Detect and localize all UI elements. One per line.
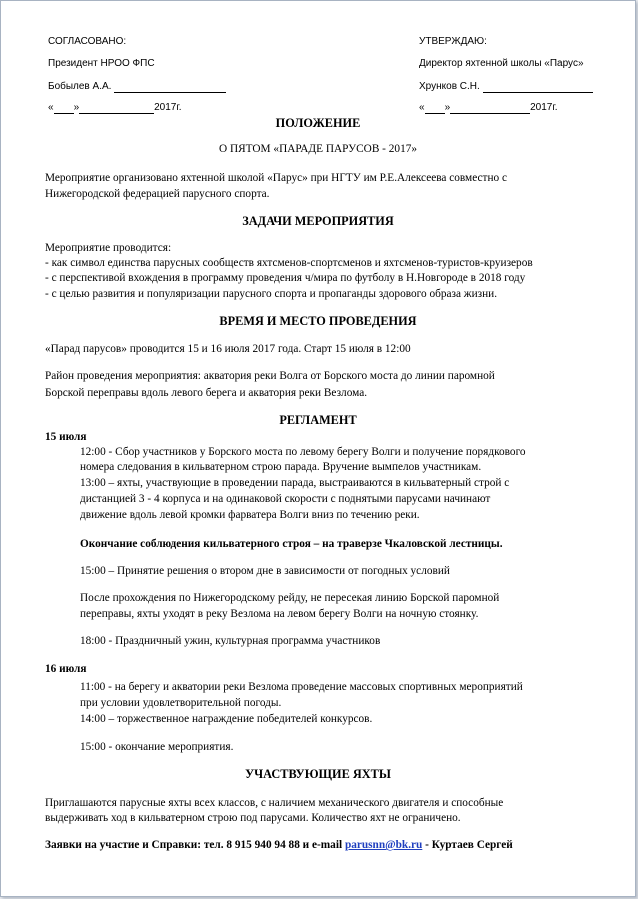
- date-day-blank-right: [425, 103, 445, 114]
- task-item: - как символ единства парусных сообществ яхтсменов-спортсменов и яхтсменов-туристов-круизеров: [45, 257, 533, 269]
- tasks-lead: Мероприятие проводится:: [45, 242, 172, 254]
- tasks-heading: ЗАДАЧИ МЕРОПРИЯТИЯ: [242, 214, 394, 228]
- date-day-blank-left: [54, 103, 74, 114]
- approver-position-right: Директор яхтенной школы «Парус»: [419, 58, 584, 69]
- date-quote-close-right: »: [444, 102, 451, 113]
- day1-dinner: 18:00 - Праздничный ужин, культурная программа участников: [80, 635, 381, 647]
- yachts-heading: УЧАСТВУЮЩИЕ ЯХТЫ: [245, 767, 391, 781]
- email-link[interactable]: parusnn@bk.ru: [344, 839, 423, 851]
- approver-name-right-text: Хрунков С.Н.: [419, 81, 480, 92]
- day1-line: дистанцией 3 - 4 корпуса и на одинаковой скорости с поднятыми парусами начинают: [80, 493, 491, 505]
- contact-prefix: Заявки на участие и Справки: тел. 8 915 940 94 88 и e-mail: [45, 839, 345, 851]
- day1-decision: 15:00 – Принятие решения о втором дне в зависимости от погодных условий: [80, 565, 450, 577]
- day1-line: 12:00 - Сбор участников у Борского моста по левому берегу Волги и получение порядкового: [80, 446, 526, 458]
- approver-name-left: [48, 81, 226, 93]
- document-title: ПОЛОЖЕНИЕ: [275, 116, 361, 130]
- intro-line-2: Нижегородской федерацией парусного спорта.: [45, 188, 270, 200]
- venue-area-line-1: Район проведения мероприятия: акватория реки Волга от Борского моста до линии паромной: [45, 370, 495, 382]
- date-quote-open-left: «: [48, 102, 54, 113]
- day2-line: 14:00 – торжественное награждение победителей конкурсов.: [80, 713, 373, 725]
- venue-heading: ВРЕМЯ И МЕСТО ПРОВЕДЕНИЯ: [219, 314, 417, 328]
- date-quote-close-left: »: [73, 102, 80, 113]
- day2-line: при условии удовлетворительной погоды.: [80, 697, 282, 709]
- yachts-line-1: Приглашаются парусные яхты всех классов, с наличием механического двигателя и способные: [45, 797, 504, 809]
- day1-line: движение вдоль левой кромки фарватера Волги вниз по течению реки.: [80, 509, 420, 521]
- date-quote-open-right: «: [419, 102, 425, 113]
- date-month-blank-right: [450, 103, 530, 114]
- date-year-right: 2017г.: [530, 102, 558, 113]
- approved-label-right: УТВЕРЖДАЮ:: [419, 36, 487, 47]
- intro-line-1: Мероприятие организовано яхтенной школой «Парус» при НГТУ им Р.Е.Алексеева совместно с: [45, 172, 507, 184]
- day2-label: 16 июля: [45, 663, 87, 675]
- day1-line: 13:00 – яхты, участвующие в проведении парада, выстраиваются в кильватерный строй с: [80, 477, 510, 489]
- signature-line-left: [114, 82, 226, 93]
- approver-position-left: Президент НРОО ФПС: [48, 58, 155, 69]
- task-item: - с перспективой вхождения в программу проведения ч/мира по футболу в Н.Новгороде в 2018 году: [45, 272, 526, 284]
- date-line-left: [48, 102, 182, 114]
- yachts-line-2: выдерживать ход в кильватерном строю под парусами. Количество яхт не ограничено.: [45, 812, 461, 824]
- approved-label-left: СОГЛАСОВАНО:: [48, 36, 127, 47]
- contact-line: [45, 838, 513, 854]
- formation-end-note: Окончание соблюдения кильватерного строя – на траверзе Чкаловской лестницы.: [80, 538, 503, 550]
- signature-line-right: [483, 82, 593, 93]
- contact-suffix: - Куртаев Сергей: [422, 839, 513, 851]
- document-subtitle: О ПЯТОМ «ПАРАДЕ ПАРУСОВ - 2017»: [218, 143, 418, 155]
- rules-heading: РЕГЛАМЕНТ: [279, 413, 357, 427]
- approver-name-left-text: Бобылев А.А.: [48, 81, 112, 92]
- day2-line: 11:00 - на берегу и акватории реки Везлома проведение массовых спортивных мероприятий: [80, 681, 523, 693]
- day1-after-line-2: переправы, яхты уходят в реку Везлома на левом берегу Волги на ночную стоянку.: [80, 608, 479, 620]
- day1-after-line-1: После прохождения по Нижегородскому рейду, не пересекая линию Борской паромной: [80, 592, 500, 604]
- task-item: - с целью развития и популяризации парусного спорта и пропаганды здорового образа жизни.: [45, 288, 498, 300]
- venue-area-line-2: Борской переправы вдоль левого берега и акватория реки Везлома.: [45, 387, 368, 399]
- date-line-right: [419, 102, 558, 114]
- day1-line: номера следования в кильватерном строю парада. Вручение вымпелов участникам.: [80, 461, 482, 473]
- day2-end: 15:00 - окончание мероприятия.: [80, 741, 234, 753]
- approver-name-right: [419, 81, 593, 93]
- day1-label: 15 июля: [45, 431, 87, 443]
- date-month-blank-left: [79, 103, 154, 114]
- date-year-left: 2017г.: [154, 102, 182, 113]
- venue-date-line: «Парад парусов» проводится 15 и 16 июля 2017 года. Старт 15 июля в 12:00: [45, 343, 411, 355]
